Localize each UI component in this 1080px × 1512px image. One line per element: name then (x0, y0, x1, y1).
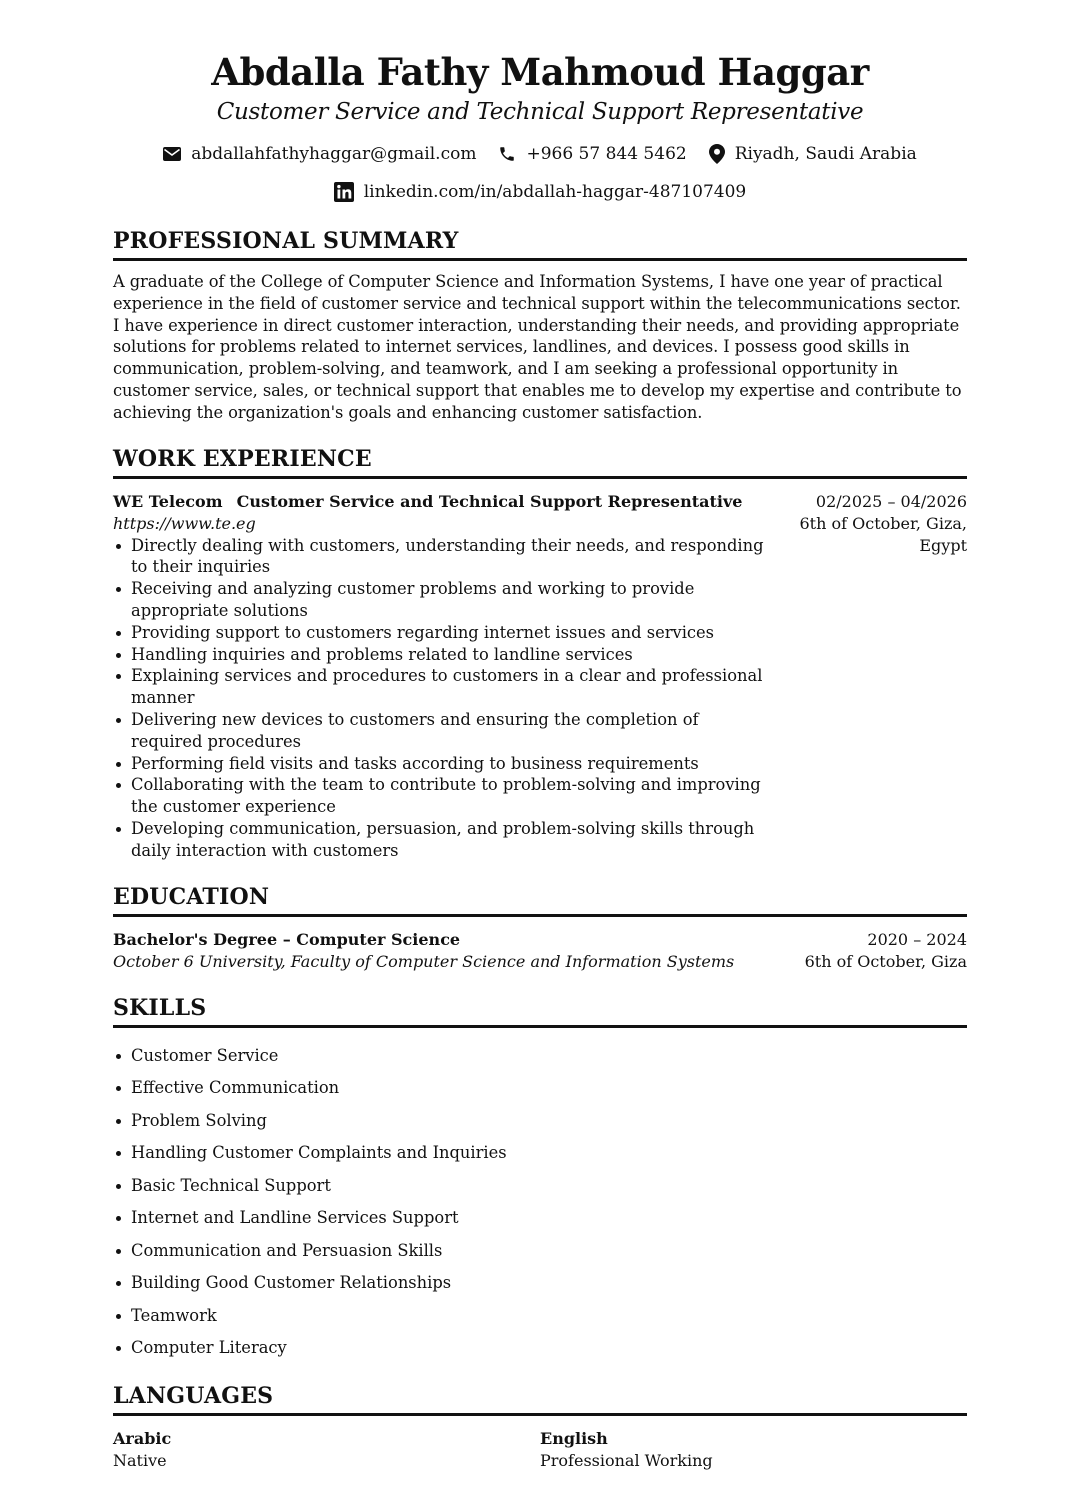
skill-item: Problem Solving (113, 1105, 967, 1138)
work-heading: WORK EXPERIENCE (113, 444, 967, 479)
language-level: Professional Working (540, 1450, 713, 1470)
job-bullet: Handling inquiries and problems related to landline services (113, 644, 773, 666)
skill-item: Teamwork (113, 1300, 967, 1333)
job-company: WE Telecom (113, 491, 223, 511)
summary-text: A graduate of the College of Computer Science and Information Systems, I have one year of practical experience in the field of customer service and technical support within the telecommunications sector. I have experience in direct customer interaction, understanding their needs, and providing appropriate solutions for problems related to internet services, landlines, and devices. I possess good skills in communication, problem-solving, and teamwork, and I am seeking a professional opportunity in customer service, sales, or technical support that enables me to develop my expertise and contribute to achieving the organization's goals and enhancing customer satisfaction. (113, 272, 962, 422)
summary-heading: PROFESSIONAL SUMMARY (113, 226, 967, 261)
phone-text: +966 57 844 5462 (526, 144, 687, 164)
location-text: Riyadh, Saudi Arabia (734, 144, 917, 164)
work-section (113, 444, 967, 862)
job-bullets (113, 535, 773, 862)
contact-email[interactable] (163, 142, 476, 166)
job-entry (113, 491, 967, 862)
job-bullet: Providing support to customers regarding internet issues and services (113, 622, 773, 644)
job-bullet: Explaining services and procedures to customers in a clear and professional manner (113, 665, 773, 709)
contact-location (709, 142, 917, 166)
language-name: English (540, 1428, 608, 1448)
job-bullet: Receiving and analyzing customer problems and working to provide appropriate solutions (113, 578, 773, 622)
skills-list (113, 1040, 967, 1365)
education-location: 6th of October, Giza (804, 951, 967, 971)
skills-section (113, 993, 967, 1365)
language-level: Native (113, 1450, 167, 1470)
skill-item: Communication and Persuasion Skills (113, 1235, 967, 1268)
envelope-icon (163, 147, 181, 161)
job-url[interactable]: https://www.te.eg (113, 513, 256, 533)
candidate-title: Customer Service and Technical Support Representative (216, 99, 864, 125)
education-entry (113, 929, 967, 973)
language-entry (540, 1428, 967, 1472)
summary-section (113, 226, 967, 424)
skill-item: Basic Technical Support (113, 1170, 967, 1203)
linkedin-icon (334, 182, 354, 202)
skill-item: Building Good Customer Relationships (113, 1267, 967, 1300)
job-bullet: Delivering new devices to customers and ensuring the completion of required procedures (113, 709, 773, 753)
job-bullet: Directly dealing with customers, understanding their needs, and responding to their inquiries (113, 535, 773, 579)
map-pin-icon (709, 144, 725, 164)
phone-icon (498, 145, 516, 163)
languages-section (113, 1381, 967, 1472)
skill-item: Internet and Landline Services Support (113, 1202, 967, 1235)
job-title: Customer Service and Technical Support Representative (236, 491, 743, 511)
contact-row-linkedin (113, 180, 967, 204)
education-dates: 2020 – 2024 (867, 929, 967, 949)
job-bullet: Developing communication, persuasion, and problem-solving skills through daily interaction with customers (113, 818, 773, 862)
education-degree: Bachelor's Degree – Computer Science (113, 929, 461, 949)
skill-item: Customer Service (113, 1040, 967, 1073)
skill-item: Handling Customer Complaints and Inquiries (113, 1137, 967, 1170)
contact-phone[interactable] (498, 142, 686, 166)
education-section (113, 882, 967, 973)
language-entry (113, 1428, 540, 1472)
languages-heading: LANGUAGES (113, 1381, 967, 1416)
candidate-name: Abdalla Fathy Mahmoud Haggar (211, 50, 869, 94)
linkedin-text: linkedin.com/in/abdallah-haggar-487107409 (363, 182, 747, 202)
education-school: October 6 University, Faculty of Computer Science and Information Systems (113, 951, 735, 971)
job-bullet: Performing field visits and tasks according to business requirements (113, 753, 773, 775)
skill-item: Computer Literacy (113, 1332, 967, 1365)
education-heading: EDUCATION (113, 882, 967, 917)
languages-grid (113, 1428, 967, 1472)
job-location: 6th of October, Giza, Egypt (799, 513, 967, 555)
job-dates: 02/2025 – 04/2026 (815, 491, 967, 511)
job-bullet: Collaborating with the team to contribute to problem-solving and improving the customer experience (113, 774, 773, 818)
skills-heading: SKILLS (113, 993, 967, 1028)
contact-row (113, 142, 967, 166)
skill-item: Effective Communication (113, 1072, 967, 1105)
contact-linkedin[interactable] (334, 180, 747, 204)
email-text: abdallahfathyhaggar@gmail.com (191, 144, 477, 164)
language-name: Arabic (113, 1428, 172, 1448)
